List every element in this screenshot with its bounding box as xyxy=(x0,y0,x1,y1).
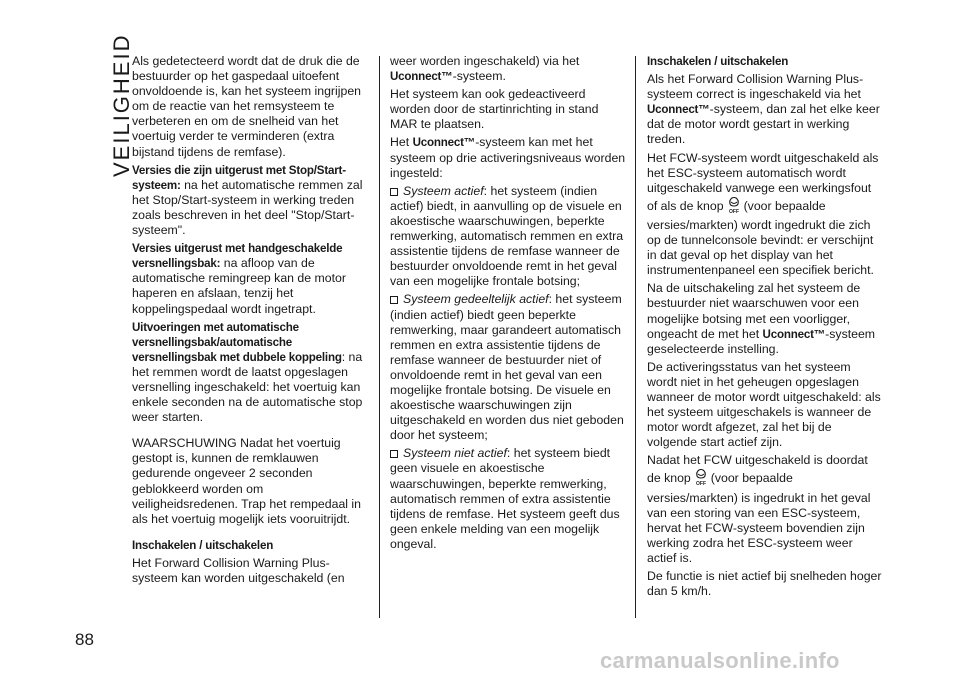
paragraph: Als het Forward Collision Warning Plus-systeem correct is ingeschakeld via het Uconnect™-systeem, dan zal het elke keer dat de motor wordt gestart in werking treden. xyxy=(647,72,880,147)
paragraph: De functie is niet actief bij snelheden hoger dan 5 km/h. xyxy=(647,569,882,599)
text-column-2 xyxy=(390,54,626,555)
uconnect-term: Uconnect™ xyxy=(762,327,826,341)
uconnect-term: Uconnect™ xyxy=(647,103,710,117)
subheading: Inschakelen / uitschakelen xyxy=(132,538,274,552)
paragraph xyxy=(132,320,370,426)
paragraph: Het Forward Collision Warning Plus-systeem kan worden uitgeschakeld (en xyxy=(132,555,345,585)
bullet-item: Systeem niet actief: het systeem biedt geen visuele en akoestische waarschuwingen, beperkte remwerking, automatisch remmen of extra assistentie tijdens de remfase. Het systeem geeft dus geen enkele melding van een mogelijk ongeval. xyxy=(390,446,620,551)
text-column-1 xyxy=(132,54,370,589)
text-column-3 xyxy=(647,54,883,602)
uconnect-term: Uconnect™ xyxy=(412,136,476,150)
paragraph: Als gedetecteerd wordt dat de druk die de bestuurder op het gaspedaal uitoefent onvoldoende is, kan het systeem ingrijpen om de reactie van het remsysteem te verbeteren en om de snelheid van het voertuig verder te verminderen (extra bijstand tijdens de remfase). xyxy=(132,54,361,159)
paragraph: Het Uconnect™-systeem kan met het systeem op drie activeringsniveaus worden ingesteld: xyxy=(390,135,626,180)
column-divider-2 xyxy=(635,56,636,618)
paragraph: De activeringsstatus van het systeem wordt niet in het geheugen opgeslagen wanneer de motor wordt uitgeschakeld: als het systeem uitgeschakels is wanneer de motor wordt afgezet, zal het bij de volgende start actief zijn. xyxy=(647,359,881,450)
paragraph: weer worden ingeschakeld) via het Uconnect™-systeem. xyxy=(390,54,580,84)
page-number: 88 xyxy=(75,630,94,649)
bullet-item: Systeem gedeeltelijk actief: het systeem (indien actief) biedt geen beperkte remwerking, maar garandeert automatisch remmen en extra assistentie tijdens de remfase wanneer de bestuurder niet of onvoldoende remt in het geval van een mogelijke frontale botsing. De visuele en akoestische waarschuwingen zijn uitgeschakeld en worden dus niet geboden door het systeem; xyxy=(390,292,624,443)
svg-text:OFF: OFF xyxy=(695,481,706,487)
subheading: Uitvoeringen met automatische versnellingsbak/automatische versnellingsbak met dubbele koppeling xyxy=(132,320,342,364)
paragraph xyxy=(132,241,370,316)
esc-off-button-icon xyxy=(727,196,741,218)
paragraph: Het systeem kan ook gedeactiveerd worden door de startinrichting in stand MAR te plaatsen. xyxy=(390,87,599,132)
section-title-text: VEILIGHEID xyxy=(109,33,134,177)
paragraph-text: na afloop van de automatische remingreep kan de motor haperen en afslaan, tenzij het koppelingspedaal wordt ingetrapt. xyxy=(132,256,346,316)
subheading: Versies uitgerust met handgeschakelde versnellingsbak: xyxy=(132,242,343,271)
section-side-title xyxy=(75,33,134,185)
subheading: Versies die zijn uitgerust met Stop/Start-systeem: xyxy=(132,163,346,192)
bullet-item: Systeem actief: het systeem (indien actief) biedt, in aanvulling op de visuele en akoestische waarschuwingen, beperkte remwerking, automatisch remmen en extra assistentie tijdens de remfase wanneer de bestuurder onvoldoende remt in het geval van een mogelijke frontale botsing; xyxy=(390,183,624,289)
uconnect-term: Uconnect™ xyxy=(390,70,453,84)
column-divider-1 xyxy=(379,56,380,618)
subheading: Inschakelen / uitschakelen xyxy=(647,55,789,68)
paragraph: Nadat het FCW uitgeschakeld is doordat de knop OFF (voor bepaalde versies/markten) is ingedrukt in het geval van een storing van een ESC-systeem, hervat het FCW-systeem bovendien zijn werking zodra het ESC-systeem weer actief is. xyxy=(647,453,871,565)
svg-text:OFF: OFF xyxy=(728,208,739,214)
paragraph-text: : na het remmen wordt de laatst opgeslagen versnelling ingeschakeld: het voertuig kan enkele seconden na de automatische stop weer starten. xyxy=(132,349,363,425)
esc-off-button-icon xyxy=(694,468,708,490)
bullet-square-icon xyxy=(390,188,398,196)
bullet-square-icon xyxy=(390,296,398,304)
paragraph xyxy=(132,163,370,238)
paragraph: Na de uitschakeling zal het systeem de bestuurder niet waarschuwen voor een mogelijke botsing met een voorligger, ongeacht de met het Uconnect™-systeem geselecteerde instelling. xyxy=(647,281,876,356)
watermark: carmanualsonline.info xyxy=(600,648,840,673)
warning-paragraph: WAARSCHUWING Nadat het voertuig gestopt is, kunnen de remklauwen gedurende ongeveer 2 seconden geblokkeerd worden om veiligheidsredenen. Trap het rempedaal in als het voertuig mogelijk iets vooruitrijdt. xyxy=(132,436,362,526)
bullet-square-icon xyxy=(390,450,398,458)
paragraph-text: na het automatische remmen zal het Stop/Start-systeem in werking treden zoals beschreven in het deel "Stop/Start-systeem". xyxy=(132,177,363,238)
paragraph: Het FCW-systeem wordt uitgeschakeld als het ESC-systeem automatisch wordt uitgeschakeld vanwege een werkingsfout of als de knop OFF (voor bepaalde versies/markten) wordt ingedrukt die zich op de tunnelconsole bevindt: er verschijnt in dat geval op het display van het instrumentenpaneel een specifiek bericht. xyxy=(647,150,879,278)
